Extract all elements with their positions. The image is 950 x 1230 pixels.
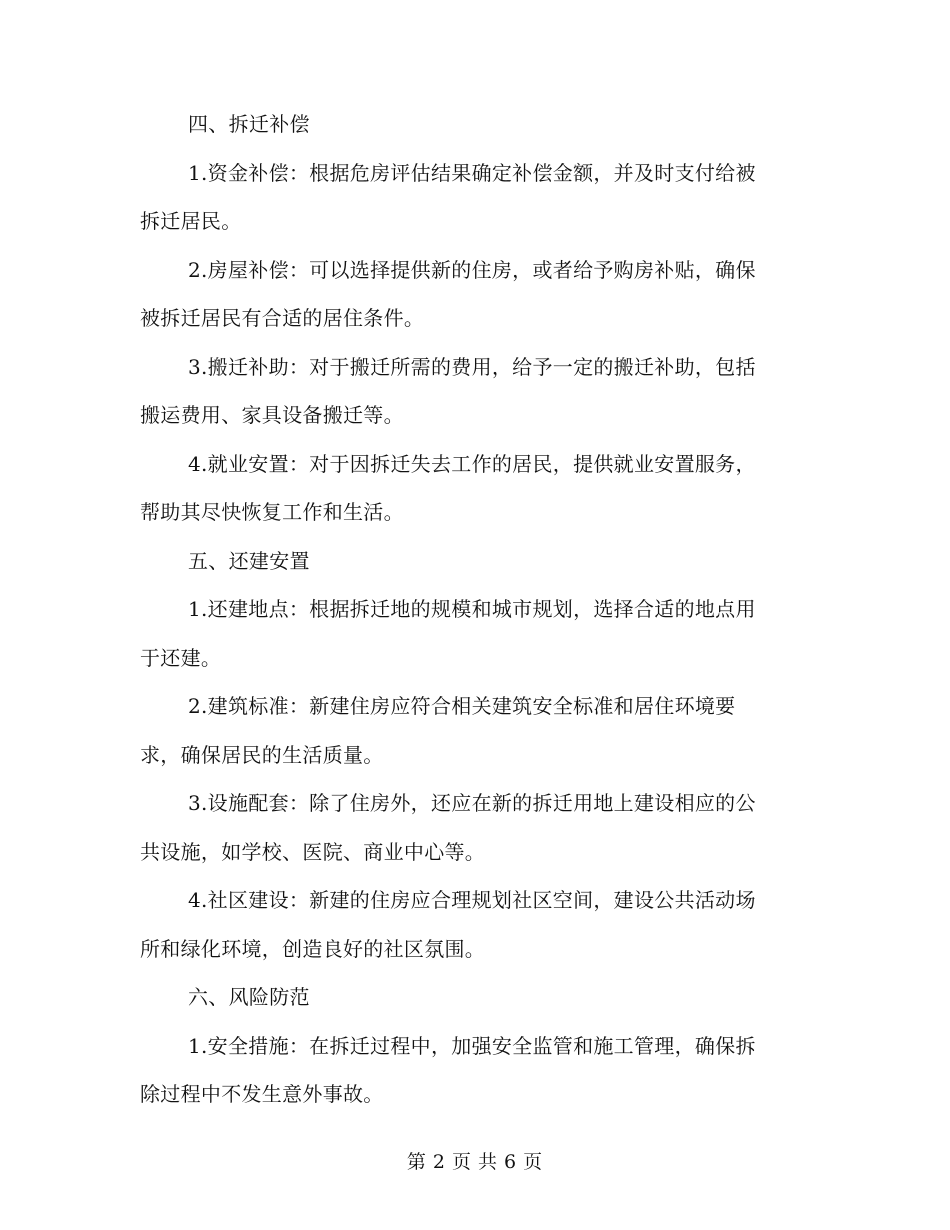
footer-prefix: 第 [406, 1151, 427, 1173]
text-line: 除过程中不发生意外事故。 [140, 1082, 384, 1106]
text-line: 帮助其尽快恢复工作和生活。 [140, 500, 404, 524]
page-footer [0, 1147, 950, 1174]
footer-page-word: 页 [451, 1151, 472, 1173]
text-line: 1.资金补偿：根据危房评估结果确定补偿金额，并及时支付给被 [188, 160, 756, 185]
text-line: 拆迁居民。 [140, 209, 242, 233]
text-line: 共设施，如学校、医院、商业中心等。 [140, 839, 486, 864]
footer-current-page: 2 [432, 1151, 446, 1173]
text-line: 2.房屋补偿：可以选择提供新的住房，或者给予购房补贴，确保 [188, 257, 756, 282]
text-line: 4.就业安置：对于因拆迁失去工作的居民，提供就业安置服务， [188, 451, 756, 476]
document-body [140, 100, 800, 1119]
text-line: 4.社区建设：新建的住房应合理规划社区空间，建设公共活动场 [188, 888, 756, 912]
text-line: 3.设施配套：除了住房外，还应在新的拆迁用地上建设相应的公 [188, 791, 756, 815]
text-line: 求，确保居民的生活质量。 [140, 742, 384, 767]
text-line: 搬运费用、家具设备搬迁等。 [140, 403, 404, 427]
text-line: 1.还建地点：根据拆迁地的规模和城市规划，选择合适的地点用 [188, 597, 756, 621]
footer-total-pages: 6 [504, 1151, 518, 1173]
text-line: 六、风险防范 [188, 985, 310, 1009]
footer-total-prefix: 共 [478, 1151, 499, 1173]
footer-suffix: 页 [523, 1151, 544, 1173]
text-line: 被拆迁居民有合适的居住条件。 [140, 306, 425, 330]
text-line: 1.安全措施：在拆迁过程中，加强安全监管和施工管理，确保拆 [188, 1033, 756, 1058]
text-line: 于还建。 [140, 645, 222, 670]
text-line: 2.建筑标准：新建住房应符合相关建筑安全标准和居住环境要 [188, 694, 736, 718]
text-line: 3.搬迁补助：对于搬迁所需的费用，给予一定的搬迁补助，包括 [188, 354, 756, 379]
text-line: 四、拆迁补偿 [188, 112, 310, 136]
text-line: 所和绿化环境，创造良好的社区氛围。 [140, 936, 486, 961]
text-line: 五、还建安置 [188, 548, 310, 573]
